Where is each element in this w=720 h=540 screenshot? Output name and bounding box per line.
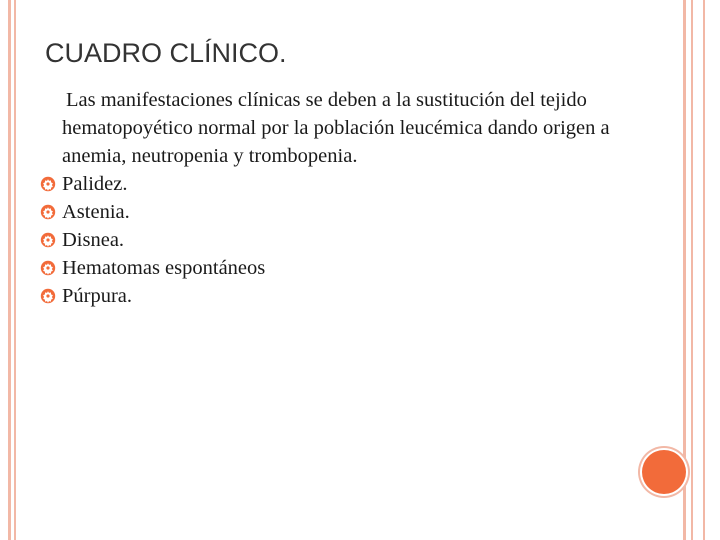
slide-body — [40, 86, 640, 310]
list-item — [40, 170, 640, 198]
gear-icon — [40, 260, 56, 276]
bullet-list — [40, 170, 640, 310]
frame-line-right — [683, 0, 686, 540]
frame-line-right-middle — [691, 0, 693, 540]
gear-icon — [40, 232, 56, 248]
list-item — [40, 198, 640, 226]
intro-paragraph: Las manifestaciones clínicas se deben a la sustitución del tejido hematopoyético normal por la población leucémica dando origen a anemia, neutropenia y trombopenia. — [62, 89, 610, 167]
gear-icon — [40, 204, 56, 220]
gear-icon — [40, 288, 56, 304]
slide-title: CUADRO CLÍNICO. — [45, 38, 287, 68]
list-item — [40, 254, 640, 282]
frame-line-left — [8, 0, 11, 540]
list-item-text: Disnea. — [62, 229, 125, 251]
decorative-circle — [642, 450, 686, 494]
list-item-text: Púrpura. — [62, 285, 133, 307]
frame-line-right-outer — [703, 0, 705, 540]
list-item-text: Hematomas espontáneos — [62, 257, 266, 279]
list-item — [40, 226, 640, 254]
frame-line-left-inner — [14, 0, 16, 540]
list-item-text: Astenia. — [62, 201, 130, 223]
gear-icon — [40, 176, 56, 192]
list-item — [40, 282, 640, 310]
list-item-text: Palidez. — [62, 173, 128, 195]
